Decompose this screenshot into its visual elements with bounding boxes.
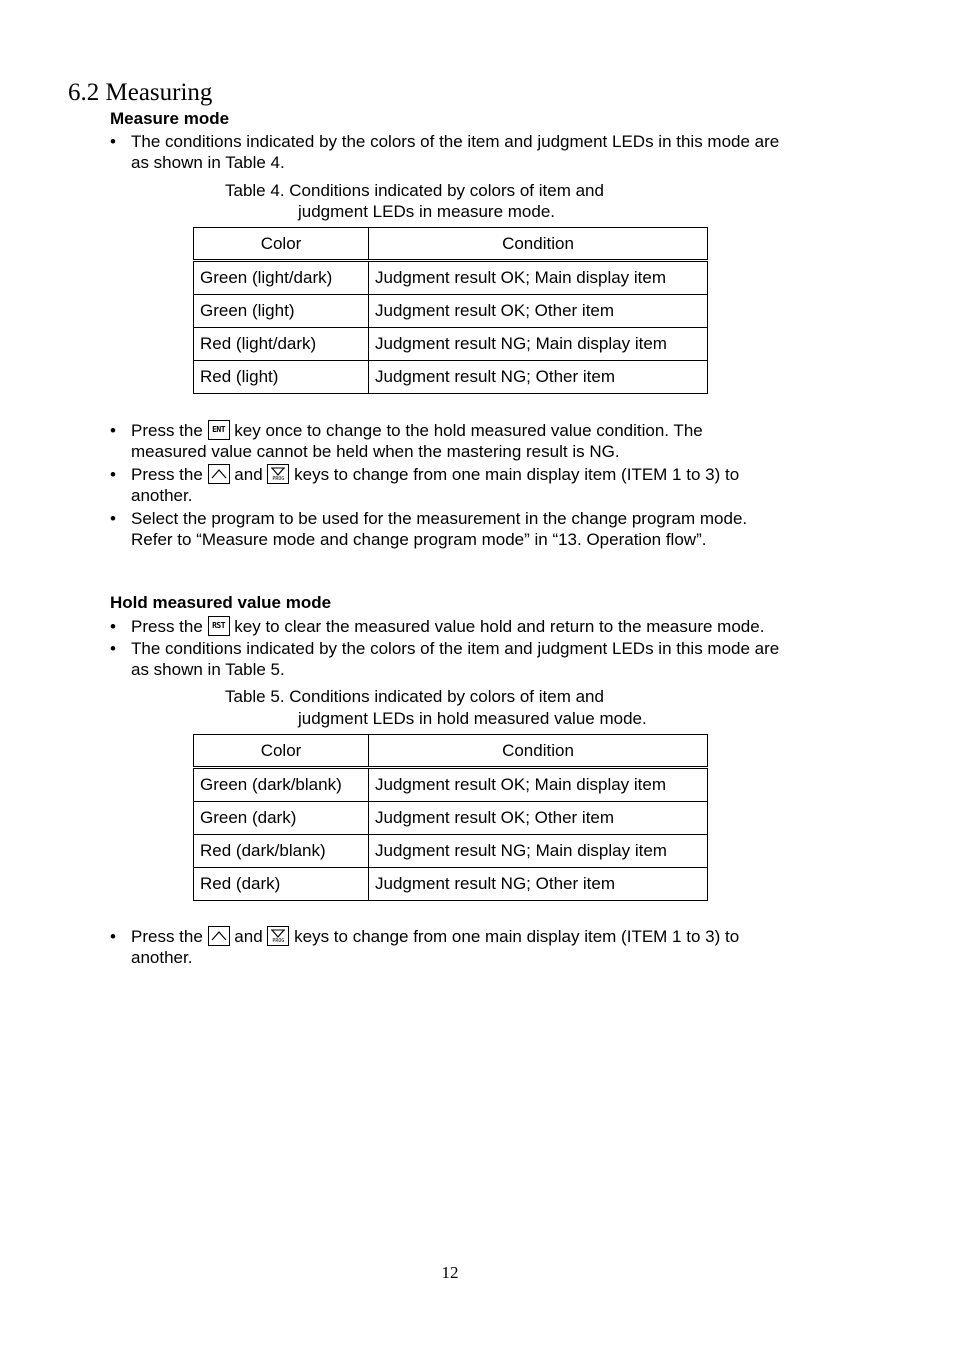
table-cell-color: Green (light) <box>194 295 369 328</box>
table-cell-condition: Judgment result OK; Other item <box>369 802 708 835</box>
table-cell-condition: Judgment result OK; Other item <box>369 295 708 328</box>
up-arrow-key-icon <box>208 926 230 946</box>
bullet-dot: • <box>110 465 116 484</box>
ent-key-icon <box>208 420 230 440</box>
measure-intro-line2: as shown in Table 4. <box>131 153 285 172</box>
hold-item-switch-sentence-line2: another. <box>131 948 193 967</box>
table-cell-condition: Judgment result OK; Main display item <box>369 768 708 802</box>
item-switch-sentence <box>131 464 739 485</box>
table-row <box>194 261 708 295</box>
table-header-row <box>194 228 708 261</box>
table-row <box>194 802 708 835</box>
table-row <box>194 361 708 394</box>
table-header-color: Color <box>194 735 369 768</box>
table4-caption-line1: Table 4. Conditions indicated by colors of item and <box>225 181 604 200</box>
text-press-the: Press the <box>131 465 203 484</box>
bullet-dot: • <box>110 617 116 636</box>
table-header-condition: Condition <box>369 228 708 261</box>
table-row <box>194 868 708 901</box>
prog-down-key-icon <box>267 464 289 484</box>
table4 <box>193 227 708 394</box>
table-cell-condition: Judgment result OK; Main display item <box>369 261 708 295</box>
table-row <box>194 295 708 328</box>
measure-mode-heading: Measure mode <box>110 109 230 128</box>
measure-intro-line1: The conditions indicated by the colors of the item and judgment LEDs in this mode are <box>131 132 780 151</box>
table-header-color: Color <box>194 228 369 261</box>
table5-caption-line2: judgment LEDs in hold measured value mode. <box>298 709 647 728</box>
up-arrow-key-icon <box>208 464 230 484</box>
table-cell-color: Green (light/dark) <box>194 261 369 295</box>
table5-caption-line1: Table 5. Conditions indicated by colors of item and <box>225 687 604 706</box>
text-keys-change: keys to change from one main display item (ITEM 1 to 3) to <box>294 465 740 484</box>
item-switch-sentence-line2: another. <box>131 486 193 505</box>
table-cell-color: Red (dark) <box>194 868 369 901</box>
table5 <box>193 734 708 901</box>
table-header-condition: Condition <box>369 735 708 768</box>
table-row <box>194 768 708 802</box>
text-keys-change: keys to change from one main display item (ITEM 1 to 3) to <box>294 927 740 946</box>
table-cell-color: Red (light/dark) <box>194 328 369 361</box>
rst-key-icon <box>208 616 230 636</box>
text-hold-condition: key once to change to the hold measured value condition. The <box>234 421 703 440</box>
prog-key-label: PROG <box>272 938 285 944</box>
ent-key-sentence <box>131 420 703 441</box>
section-title: 6.2 Measuring <box>68 79 213 106</box>
bullet-dot: • <box>110 421 116 440</box>
table-cell-condition: Judgment result NG; Main display item <box>369 328 708 361</box>
table-cell-color: Green (dark) <box>194 802 369 835</box>
hold-intro-line2: as shown in Table 5. <box>131 660 285 679</box>
table-cell-condition: Judgment result NG; Other item <box>369 361 708 394</box>
hold-item-switch-sentence <box>131 926 739 947</box>
text-press-the: Press the <box>131 617 203 636</box>
ent-key-label: ENT <box>212 425 226 434</box>
table-cell-color: Red (dark/blank) <box>194 835 369 868</box>
bullet-dot: • <box>110 639 116 658</box>
table-cell-color: Red (light) <box>194 361 369 394</box>
text-press-the: Press the <box>131 421 203 440</box>
table-cell-condition: Judgment result NG; Main display item <box>369 835 708 868</box>
table-cell-condition: Judgment result NG; Other item <box>369 868 708 901</box>
text-press-the: Press the <box>131 927 203 946</box>
hold-intro-line1: The conditions indicated by the colors of the item and judgment LEDs in this mode are <box>131 639 780 658</box>
text-clear-hold: key to clear the measured value hold and return to the measure mode. <box>234 617 765 636</box>
program-select-line2: Refer to “Measure mode and change program mode” in “13. Operation flow”. <box>131 530 707 549</box>
table-row <box>194 328 708 361</box>
text-and: and <box>234 465 263 484</box>
prog-key-label: PROG <box>272 476 285 482</box>
page-number: 12 <box>441 1263 459 1282</box>
ent-key-sentence-line2: measured value cannot be held when the mastering result is NG. <box>131 442 620 461</box>
rst-key-sentence <box>131 616 764 637</box>
table-header-row <box>194 735 708 768</box>
text-and: and <box>234 927 263 946</box>
bullet-dot: • <box>110 132 116 151</box>
table-cell-color: Green (dark/blank) <box>194 768 369 802</box>
prog-down-key-icon <box>267 926 289 946</box>
table-row <box>194 835 708 868</box>
rst-key-label: RST <box>212 621 226 630</box>
program-select-line1: Select the program to be used for the measurement in the change program mode. <box>131 509 748 528</box>
bullet-dot: • <box>110 509 116 528</box>
table4-caption-line2: judgment LEDs in measure mode. <box>298 202 556 221</box>
hold-mode-heading: Hold measured value mode <box>110 593 332 612</box>
bullet-dot: • <box>110 927 116 946</box>
